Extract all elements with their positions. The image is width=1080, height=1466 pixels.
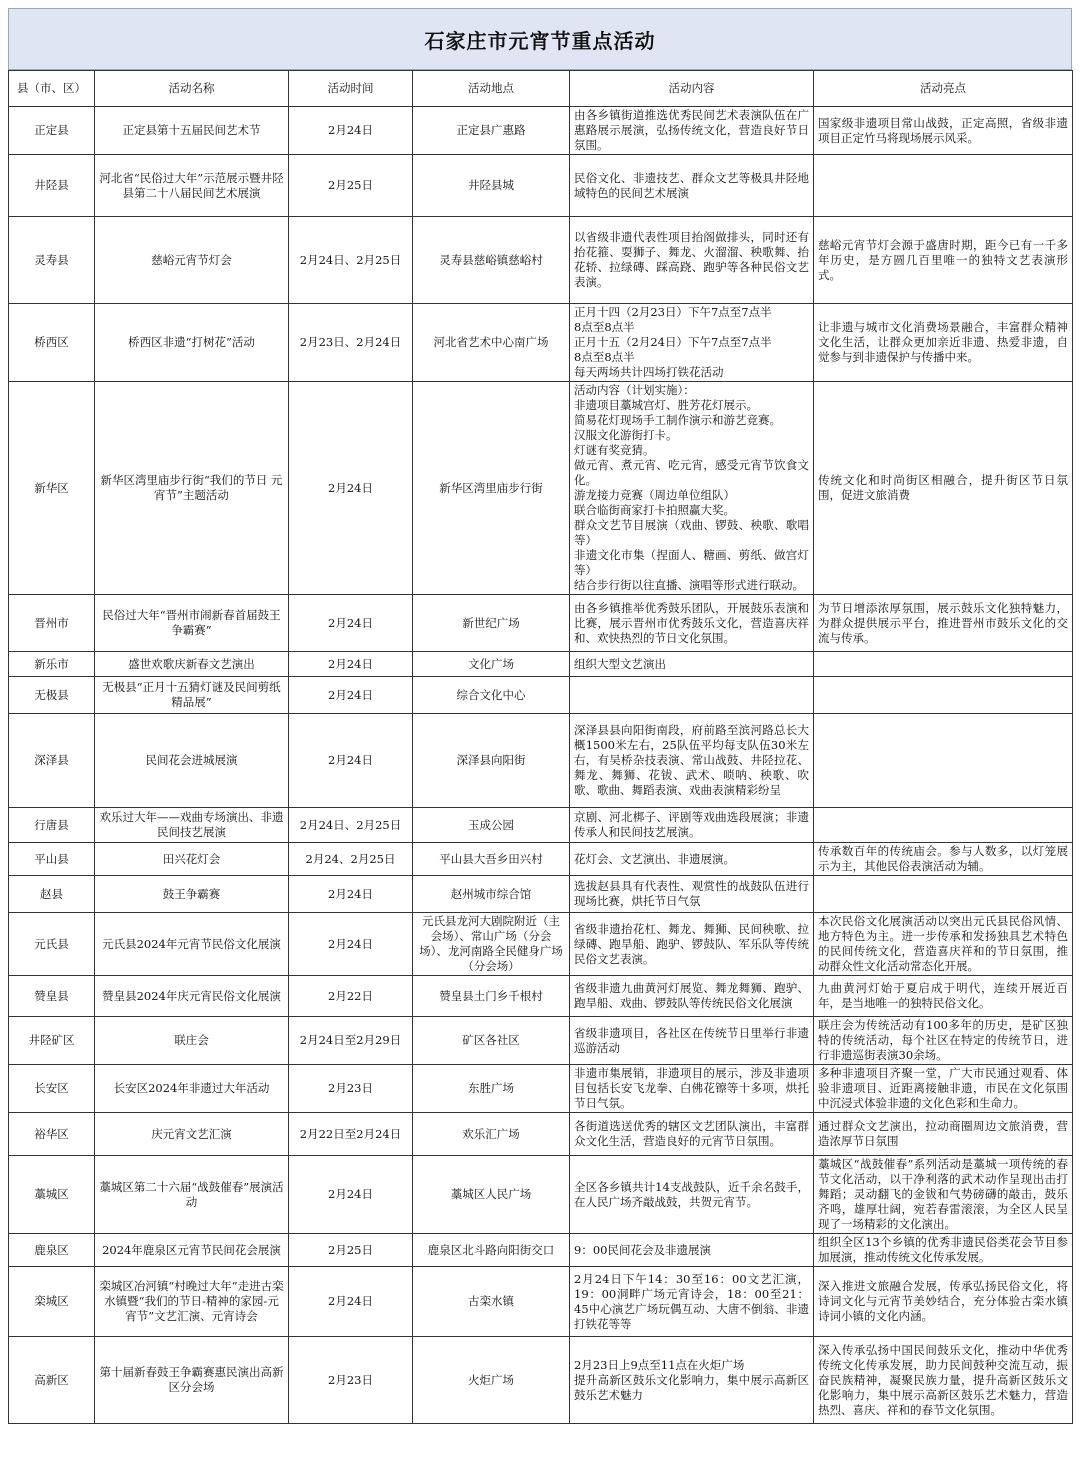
cell-activity-place: 古栾水镇	[413, 1267, 570, 1337]
cell-activity-name: 田兴花灯会	[95, 843, 289, 876]
cell-activity-name: 慈峪元宵节灯会	[95, 217, 289, 304]
cell-activity-name: 赞皇县2024年庆元宵民俗文化展演	[95, 976, 289, 1017]
table-row	[9, 107, 1073, 155]
cell-activity-time: 2月24日	[289, 652, 413, 677]
cell-activity-highlight	[814, 677, 1073, 714]
table-row	[9, 1113, 1073, 1156]
cell-county: 赞皇县	[9, 976, 95, 1017]
cell-activity-time: 2月24日	[289, 595, 413, 652]
cell-activity-content: 省级非遗九曲黄河灯展览、舞龙舞狮、跑驴、跑旱船、戏曲、锣鼓队等传统民俗文化展演	[570, 976, 814, 1017]
cell-activity-place: 藁城区人民广场	[413, 1156, 570, 1234]
cell-activity-content: 选拔赵县具有代表性、观赏性的战鼓队伍进行现场比赛，烘托节日气氛	[570, 876, 814, 913]
document-title: 石家庄市元宵节重点活动	[8, 8, 1072, 70]
table-row	[9, 652, 1073, 677]
cell-activity-time: 2月23日	[289, 1065, 413, 1113]
cell-county: 平山县	[9, 843, 95, 876]
cell-activity-content: 正月十四（2月23日）下午7点至7点半 8点至8点半 正月十五（2月24日）下午7点至7点半 8点至8点半 每天两场共计四场打铁花活动	[570, 304, 814, 382]
header-activity-place: 活动地点	[413, 71, 570, 107]
cell-county: 晋州市	[9, 595, 95, 652]
cell-activity-content: 各街道选送优秀的辖区文艺团队演出，丰富群众文化生活，营造良好的元宵节日氛围。	[570, 1113, 814, 1156]
table-row	[9, 976, 1073, 1017]
cell-activity-highlight: 传承数百年的传统庙会。参与人数多，以灯笼展示为主，其他民俗表演活动为辅。	[814, 843, 1073, 876]
cell-activity-name: 元氏县2024年元宵节民俗文化展演	[95, 913, 289, 976]
cell-activity-place: 赞皇县土门乡千根村	[413, 976, 570, 1017]
cell-activity-name: 长安区2024年非遗过大年活动	[95, 1065, 289, 1113]
cell-activity-highlight	[814, 652, 1073, 677]
header-activity-highlight: 活动亮点	[814, 71, 1073, 107]
cell-activity-place: 文化广场	[413, 652, 570, 677]
cell-activity-content: 省级非遗抬花杠、舞龙、舞狮、民间秧歌、拉绿磚、跑旱船、跑驴、锣鼓队、军乐队等传统民俗文艺表演。	[570, 913, 814, 976]
cell-county: 栾城区	[9, 1267, 95, 1337]
cell-activity-name: 河北省“民俗过大年”示范展示暨井陉县第二十八届民间艺术展演	[95, 155, 289, 217]
cell-activity-highlight: 九曲黄河灯始于夏启成于明代，连续开展近百年，是当地唯一的独特民俗文化。	[814, 976, 1073, 1017]
cell-activity-highlight: 藁城区“战鼓催春”系列活动是藁城一项传统的春节文化活动，以干净利落的武术动作呈现出击打舞蹈；灵动翻飞的金钹和气势磅礴的敲击，鼓乐齐鸣，雄厚壮阔，宛若春雷滚滚，为全区人民呈现了一场精彩的文化演出。	[814, 1156, 1073, 1234]
cell-county: 深泽县	[9, 714, 95, 808]
cell-activity-highlight: 让非遗与城市文化消费场景融合，丰富群众精神文化生活，让群众更加亲近非遗、热爱非遗，自觉参与到非遗保护与传播中来。	[814, 304, 1073, 382]
cell-activity-highlight	[814, 155, 1073, 217]
table-row	[9, 714, 1073, 808]
cell-county: 赵县	[9, 876, 95, 913]
cell-activity-name: 桥西区非遗“打树花”活动	[95, 304, 289, 382]
header-county: 县（市、区）	[9, 71, 95, 107]
cell-activity-place: 鹿泉区北斗路向阳街交口	[413, 1234, 570, 1267]
table-row	[9, 1267, 1073, 1337]
cell-activity-place: 元氏县龙河大剧院附近（主会场）、常山广场（分会场）、龙河南路全民健身广场（分会场）	[413, 913, 570, 976]
cell-activity-place: 综合文化中心	[413, 677, 570, 714]
table-row	[9, 1156, 1073, 1234]
cell-county: 长安区	[9, 1065, 95, 1113]
cell-activity-content: 京剧、河北梆子、评剧等戏曲选段展演；非遗传承人和民间技艺展演。	[570, 808, 814, 843]
activities-table	[8, 70, 1073, 1424]
cell-activity-time: 2月22日至2月24日	[289, 1113, 413, 1156]
cell-activity-highlight: 深入推进文旅融合发展，传承弘扬民俗文化，将诗词文化与元宵节美妙结合，充分体验古栾水镇诗词小镇的文化内涵。	[814, 1267, 1073, 1337]
cell-county: 新乐市	[9, 652, 95, 677]
cell-activity-name: 2024年鹿泉区元宵节民间花会展演	[95, 1234, 289, 1267]
table-row	[9, 1017, 1073, 1065]
cell-county: 裕华区	[9, 1113, 95, 1156]
cell-activity-name: 欢乐过大年——戏曲专场演出、非遗民间技艺展演	[95, 808, 289, 843]
cell-activity-time: 2月24日至2月29日	[289, 1017, 413, 1065]
cell-activity-content: 活动内容（计划实施）： 非遗项目藁城宫灯、胜芳花灯展示。 简易花灯现场手工制作演示和游艺竞赛。 汉服文化游街打卡。 灯谜有奖竞猜。 做元宵、煮元宵、吃元宵，感受元宵节饮食文化。 游龙接力竞赛（周边单位组队） 联合临街商家打卡拍照赢大奖。 群众文艺节目展演（戏曲、锣鼓、秧歌、歌唱等） 非遗文化市集（捏面人、糖画、剪纸、做宫灯等） 结合步行街以往直播、演唱等形式进行联动。	[570, 382, 814, 595]
table-row	[9, 1337, 1073, 1424]
cell-activity-place: 东胜广场	[413, 1065, 570, 1113]
cell-activity-highlight: 联庄会为传统活动有100多年的历史，是矿区独特的传统活动，每个社区在特定的传统节日，进行非遗巡街表演30余场。	[814, 1017, 1073, 1065]
cell-activity-time: 2月24日、2月25日	[289, 808, 413, 843]
cell-activity-name: 鼓王争霸赛	[95, 876, 289, 913]
cell-activity-name: 新华区湾里庙步行街“我们的节日 元宵节”主题活动	[95, 382, 289, 595]
table-row	[9, 843, 1073, 876]
cell-county: 行唐县	[9, 808, 95, 843]
cell-activity-time: 2月25日	[289, 155, 413, 217]
cell-activity-place: 井陉县城	[413, 155, 570, 217]
cell-activity-content: 花灯会、文艺演出、非遗展演。	[570, 843, 814, 876]
cell-activity-place: 火炬广场	[413, 1337, 570, 1424]
cell-county: 桥西区	[9, 304, 95, 382]
cell-county: 藁城区	[9, 1156, 95, 1234]
cell-activity-time: 2月24日	[289, 714, 413, 808]
cell-activity-place: 深泽县向阳街	[413, 714, 570, 808]
table-row	[9, 1234, 1073, 1267]
table-row	[9, 155, 1073, 217]
cell-activity-place: 平山县大吾乡田兴村	[413, 843, 570, 876]
cell-county: 灵寿县	[9, 217, 95, 304]
cell-activity-place: 玉成公园	[413, 808, 570, 843]
cell-activity-content: 全区各乡镇共计14支战鼓队，近千余名鼓手，在人民广场齐敲战鼓，共贺元宵节。	[570, 1156, 814, 1234]
header-activity-time: 活动时间	[289, 71, 413, 107]
cell-activity-highlight: 为节日增添浓厚氛围，展示鼓乐文化独特魅力，为群众提供展示平台，推进晋州市鼓乐文化的交流与传承。	[814, 595, 1073, 652]
header-activity-name: 活动名称	[95, 71, 289, 107]
cell-activity-time: 2月23日、2月24日	[289, 304, 413, 382]
cell-activity-name: 第十届新春鼓王争霸赛惠民演出高新区分会场	[95, 1337, 289, 1424]
cell-activity-name: 栾城区冶河镇“村晚过大年”走进古栾水镇暨“我们的节日-精神的家园-元宵节”文艺汇演、元宵诗会	[95, 1267, 289, 1337]
cell-activity-name: 正定县第十五届民间艺术节	[95, 107, 289, 155]
cell-activity-time: 2月23日	[289, 1337, 413, 1424]
cell-activity-place: 新华区湾里庙步行街	[413, 382, 570, 595]
cell-activity-time: 2月25日	[289, 1234, 413, 1267]
cell-county: 无极县	[9, 677, 95, 714]
table-row	[9, 1065, 1073, 1113]
cell-activity-time: 2月24、2月25日	[289, 843, 413, 876]
cell-activity-highlight: 本次民俗文化展演活动以突出元氏县民俗风情、地方特色为主。进一步传承和发扬独具艺术特色的民间传统文化，营造喜庆祥和的节日氛围，推动群众性文化活动常态化开展。	[814, 913, 1073, 976]
cell-activity-highlight: 传统文化和时尚街区相融合，提升街区节日氛围，促进文旅消费	[814, 382, 1073, 595]
cell-activity-content: 以省级非遗代表性项目抬阁做排头，同时还有抬花箍、耍狮子、舞龙、火溜溜、秧歌舞、抬花轿、拉绿磚、踩高跷、跑驴等各种民俗文艺表演。	[570, 217, 814, 304]
cell-county: 元氏县	[9, 913, 95, 976]
table-row	[9, 913, 1073, 976]
cell-activity-place: 正定县广惠路	[413, 107, 570, 155]
cell-activity-time: 2月24日	[289, 107, 413, 155]
cell-activity-name: 无极县“正月十五猜灯谜及民间剪纸精品展”	[95, 677, 289, 714]
table-row	[9, 808, 1073, 843]
cell-activity-content: 省级非遗项目，各社区在传统节日里举行非遗巡游活动	[570, 1017, 814, 1065]
table-header-row	[9, 71, 1073, 107]
cell-activity-name: 联庄会	[95, 1017, 289, 1065]
cell-activity-name: 盛世欢歌庆新春文艺演出	[95, 652, 289, 677]
cell-activity-content: 非遗市集展销，非遗项目的展示，涉及非遗项目包括长安飞龙拳、白佛花镲等十多项，烘托节日气氛。	[570, 1065, 814, 1113]
cell-activity-time: 2月22日	[289, 976, 413, 1017]
cell-activity-name: 民俗过大年“晋州市闹新春首届鼓王争霸赛”	[95, 595, 289, 652]
cell-activity-content: 2月23日上9点至11点在火炬广场 提升高新区鼓乐文化影响力，集中展示高新区鼓乐艺术魅力	[570, 1337, 814, 1424]
cell-county: 鹿泉区	[9, 1234, 95, 1267]
table-row	[9, 876, 1073, 913]
cell-activity-content: 民俗文化、非遗技艺、群众文艺等极具井陉地域特色的民间艺术展演	[570, 155, 814, 217]
table-row	[9, 677, 1073, 714]
cell-county: 正定县	[9, 107, 95, 155]
cell-activity-place: 新世纪广场	[413, 595, 570, 652]
cell-activity-content: 深泽县县向阳街南段，府前路至滨河路总长大概1500米左右，25队伍平均每支队伍30米左右，有吴桥杂技表演、常山战鼓、井陉拉花、舞龙、舞狮、花钹、武术、唢呐、秧歌、吹歌、歌曲、舞蹈表演、戏曲表演精彩纷呈	[570, 714, 814, 808]
cell-activity-highlight: 多种非遗项目齐聚一堂，广大市民通过观看、体验非遗项目、近距离接触非遗，市民在文化氛围中沉浸式体验非遗的文化色彩和生命力。	[814, 1065, 1073, 1113]
cell-activity-name: 庆元宵文艺汇演	[95, 1113, 289, 1156]
cell-activity-time: 2月24日	[289, 677, 413, 714]
cell-activity-content: 由各乡镇推举优秀鼓乐团队，开展鼓乐表演和比赛，展示晋州市优秀鼓乐文化，营造喜庆祥和、欢快热烈的节日文化氛围。	[570, 595, 814, 652]
cell-activity-content: 由各乡镇街道推选优秀民间艺术表演队伍在广惠路展示展演，弘扬传统文化，营造良好节日氛围。	[570, 107, 814, 155]
cell-activity-place: 赵州城市综合馆	[413, 876, 570, 913]
cell-activity-time: 2月24日	[289, 1156, 413, 1234]
cell-activity-content: 组织大型文艺演出	[570, 652, 814, 677]
table-row	[9, 217, 1073, 304]
cell-county: 井陉县	[9, 155, 95, 217]
table-row	[9, 304, 1073, 382]
cell-activity-time: 2月24日	[289, 876, 413, 913]
cell-activity-highlight	[814, 876, 1073, 913]
cell-activity-highlight: 国家级非遗项目常山战鼓，正定高照，省级非遗项目正定竹马将现场展示风采。	[814, 107, 1073, 155]
table-row	[9, 382, 1073, 595]
cell-activity-content: 9：00民间花会及非遗展演	[570, 1234, 814, 1267]
cell-activity-time: 2月24日	[289, 382, 413, 595]
cell-county: 新华区	[9, 382, 95, 595]
cell-activity-highlight: 组织全区13个乡镇的优秀非遗民俗类花会节目参加展演，推动传统文化传承发展。	[814, 1234, 1073, 1267]
cell-activity-highlight: 深入传承弘扬中国民间鼓乐文化，推动中华优秀传统文化传承发展，助力民间鼓种交流互动，振奋民族精神，凝聚民族力量，提升高新区鼓乐文化影响力，集中展示高新区鼓乐艺术魅力，营造热烈、喜庆、祥和的春节文化氛围。	[814, 1337, 1073, 1424]
table-row	[9, 595, 1073, 652]
cell-county: 高新区	[9, 1337, 95, 1424]
cell-activity-place: 灵寿县慈峪镇慈峪村	[413, 217, 570, 304]
cell-activity-place: 欢乐汇广场	[413, 1113, 570, 1156]
header-activity-content: 活动内容	[570, 71, 814, 107]
cell-activity-content	[570, 677, 814, 714]
cell-activity-name: 民间花会进城展演	[95, 714, 289, 808]
cell-activity-highlight: 通过群众文艺演出，拉动商圈周边文旅消费，营造浓厚节日氛围	[814, 1113, 1073, 1156]
cell-activity-name: 藁城区第二十六届“战鼓催春”展演活动	[95, 1156, 289, 1234]
cell-activity-time: 2月24日、2月25日	[289, 217, 413, 304]
cell-activity-content: 2月24日下午14：30至16：00文艺汇演，19：00洞畔广场元宵诗会，18：00至21：45中心演艺广场玩偶互动、大唐不倒翁、非遗打铁花等等	[570, 1267, 814, 1337]
cell-activity-highlight	[814, 808, 1073, 843]
cell-activity-highlight	[814, 714, 1073, 808]
cell-activity-place: 河北省艺术中心南广场	[413, 304, 570, 382]
cell-activity-place: 矿区各社区	[413, 1017, 570, 1065]
cell-activity-time: 2月24日	[289, 1267, 413, 1337]
cell-county: 井陉矿区	[9, 1017, 95, 1065]
cell-activity-highlight: 慈峪元宵节灯会源于盛唐时期，距今已有一千多年历史，是方圆几百里唯一的独特文艺表演形式。	[814, 217, 1073, 304]
cell-activity-time: 2月24日	[289, 913, 413, 976]
